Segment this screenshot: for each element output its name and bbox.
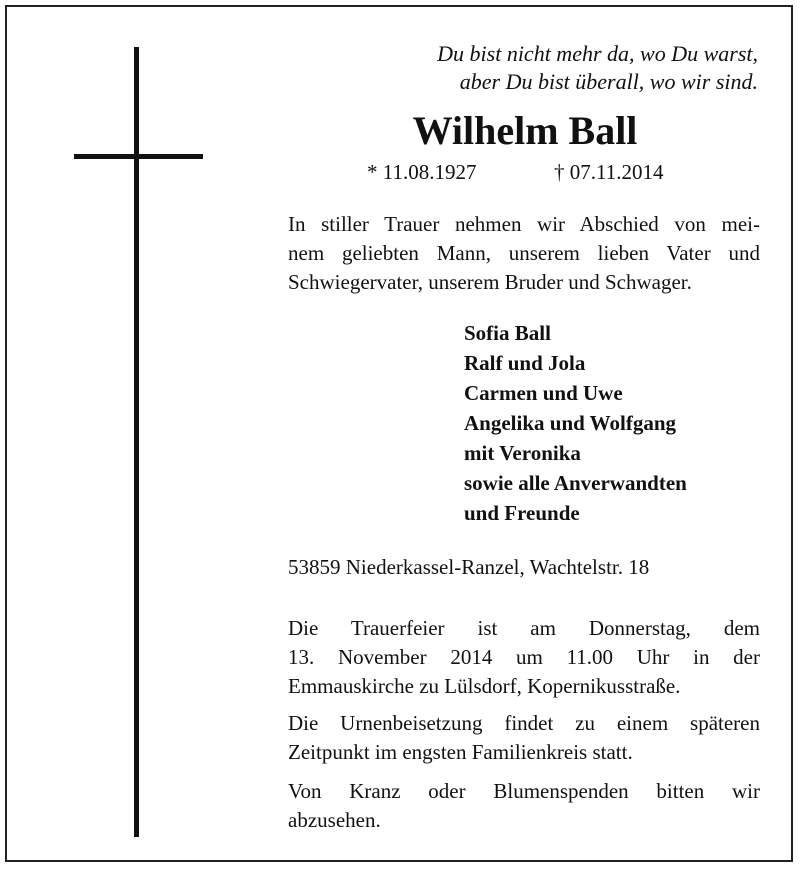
family-address — [288, 553, 760, 582]
flower-line: abzusehen. — [288, 808, 381, 832]
mourner-name: Carmen und Uwe — [464, 381, 623, 405]
announcement-line: In stiller Trauer nehmen wir Abschied von mei- — [288, 212, 760, 236]
mourner-name: Angelika und Wolfgang — [464, 411, 677, 435]
cross-horizontal-bar — [74, 154, 203, 159]
mourner-name: mit Veronika — [464, 441, 581, 465]
urn-burial-info — [288, 709, 760, 767]
mourner-name: Ralf und Jola — [464, 351, 586, 375]
deceased-name: Wilhelm Ball — [412, 108, 638, 153]
announcement-text — [288, 210, 760, 297]
funeral-line: 13. November 2014 um 11.00 Uhr in der — [288, 645, 760, 669]
urn-line: Zeitpunkt im engsten Familienkreis statt. — [288, 740, 633, 764]
memorial-quote — [437, 40, 758, 96]
funeral-line: Emmauskirche zu Lülsdorf, Kopernikusstraße. — [288, 674, 681, 698]
mourner-name: sowie alle Anverwandten — [464, 471, 687, 495]
cross-vertical-bar — [134, 47, 139, 837]
birth-date: * 11.08.1927 — [367, 160, 477, 184]
mourner-name: und Freunde — [464, 501, 580, 525]
announcement-line: Schwiegervater, unserem Bruder und Schwager. — [288, 270, 692, 294]
flower-line: Von Kranz oder Blumenspenden bitten wir — [288, 779, 760, 803]
flower-request — [288, 777, 760, 835]
funeral-line: Die Trauerfeier ist am Donnerstag, dem — [288, 616, 760, 640]
address-line: 53859 Niederkassel-Ranzel, Wachtelstr. 18 — [288, 555, 650, 579]
death-date: † 07.11.2014 — [554, 160, 664, 184]
mourner-name: Sofia Ball — [464, 321, 551, 345]
quote-line-1: Du bist nicht mehr da, wo Du warst, — [437, 41, 758, 66]
announcement-line: nem geliebten Mann, unserem lieben Vater und — [288, 241, 760, 265]
mourners-list — [464, 318, 687, 528]
quote-line-2: aber Du bist überall, wo wir sind. — [459, 69, 758, 94]
funeral-info — [288, 614, 760, 701]
urn-line: Die Urnenbeisetzung findet zu einem späteren — [288, 711, 760, 735]
